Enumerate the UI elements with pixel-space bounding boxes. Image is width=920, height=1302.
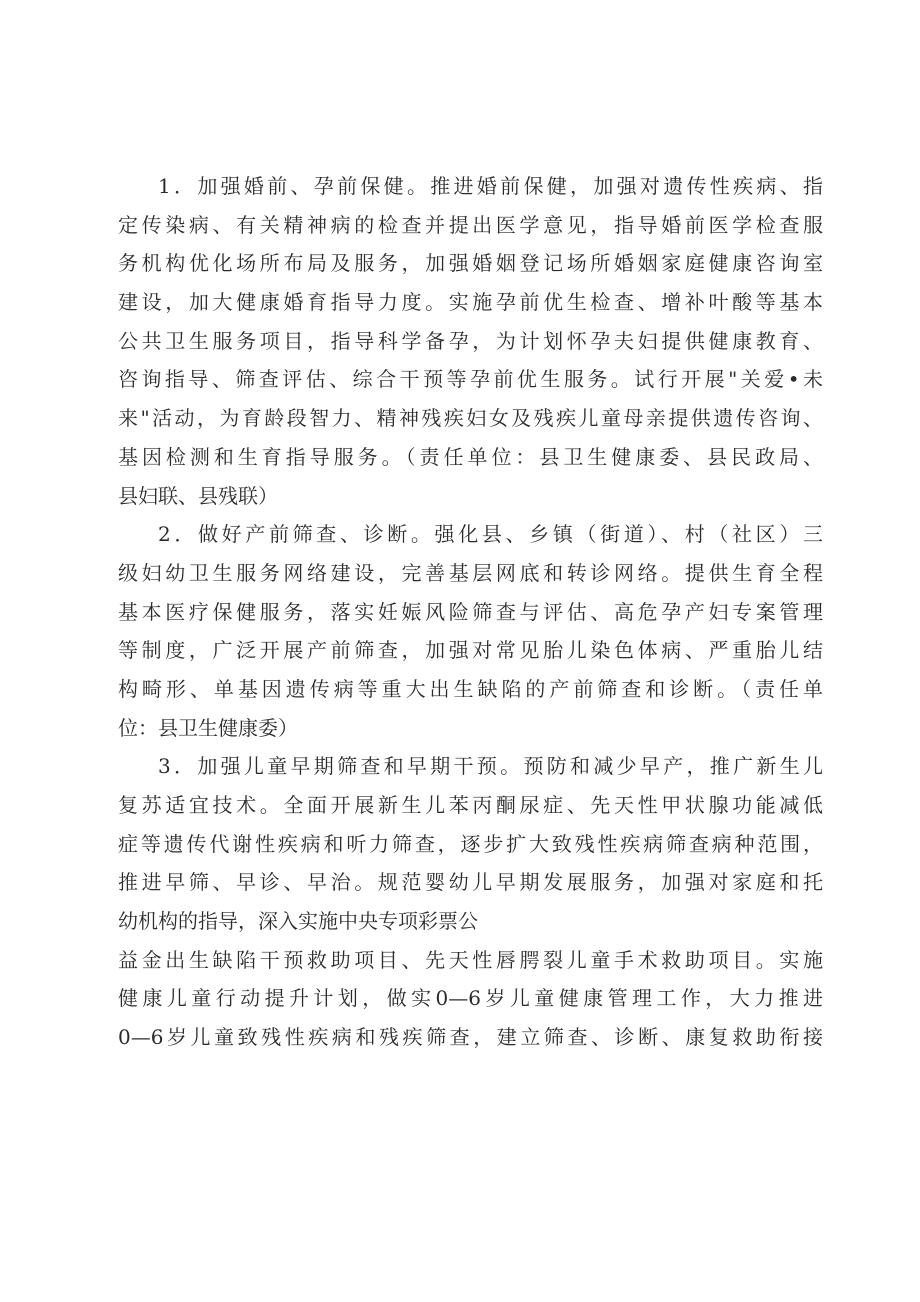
text-line: 健康儿童行动提升计划，做实0—6岁儿童健康管理工作，大力推进 [118,986,823,1011]
text-line: 公共卫生服务项目，指导科学备孕，为计划怀孕夫妇提供健康教育、 [118,328,823,353]
text-line: 基本医疗保健服务，落实妊娠风险筛查与评估、高危孕产妇专案管理 [118,599,823,624]
text-line: 2．做好产前筛查、诊断。强化县、乡镇（街道）、村（社区）三 [158,522,823,547]
text-line: 0—6岁儿童致残性疾病和残疾筛查，建立筛查、诊断、康复救助衔接 [118,1025,823,1050]
text-line: 益金出生缺陷干预救助项目、先天性唇腭裂儿童手术救助项目。实施 [118,947,823,972]
body-text [118,167,823,1057]
text-line: 基因检测和生育指导服务。（责任单位：县卫生健康委、县民政局、 [118,444,823,469]
text-line: 咨询指导、筛查评估、综合干预等孕前优生服务。试行开展"关爱•未 [118,367,823,392]
text-line: 幼机构的指导，深入实施中央专项彩票公 [118,909,478,934]
text-line: 定传染病、有关精神病的检查并提出医学意见，指导婚前医学检查服 [118,212,823,237]
text-line: 建设，加大健康婚育指导力度。实施孕前优生检查、增补叶酸等基本 [118,290,823,315]
text-line: 位：县卫生健康委） [118,715,298,740]
text-line: 县妇联、县残联） [118,483,278,508]
text-line: 来"活动，为育龄段智力、精神残疾妇女及残疾儿童母亲提供遗传咨询、 [118,406,823,431]
text-line: 1．加强婚前、孕前保健。推进婚前保健，加强对遗传性疾病、指 [158,174,823,198]
text-line: 务机构优化场所布局及服务，加强婚姻登记场所婚姻家庭健康咨询室 [118,251,823,276]
text-line: 3．加强儿童早期筛查和早期干预。预防和减少早产，推广新生儿 [158,754,823,779]
text-line: 症等遗传代谢性疾病和听力筛查，逐步扩大致残性疾病筛查病种范围， [118,831,823,856]
text-line: 等制度，广泛开展产前筛查，加强对常见胎儿染色体病、严重胎儿结 [118,638,823,663]
text-line: 推进早筛、早诊、早治。规范婴幼儿早期发展服务，加强对家庭和托 [118,870,823,895]
text-line: 构畸形、单基因遗传病等重大出生缺陷的产前筛查和诊断。（责任单 [118,676,823,701]
text-line: 级妇幼卫生服务网络建设，完善基层网底和转诊网络。提供生育全程 [118,560,823,585]
text-line: 复苏适宜技术。全面开展新生儿苯丙酮尿症、先天性甲状腺功能减低 [118,793,823,817]
